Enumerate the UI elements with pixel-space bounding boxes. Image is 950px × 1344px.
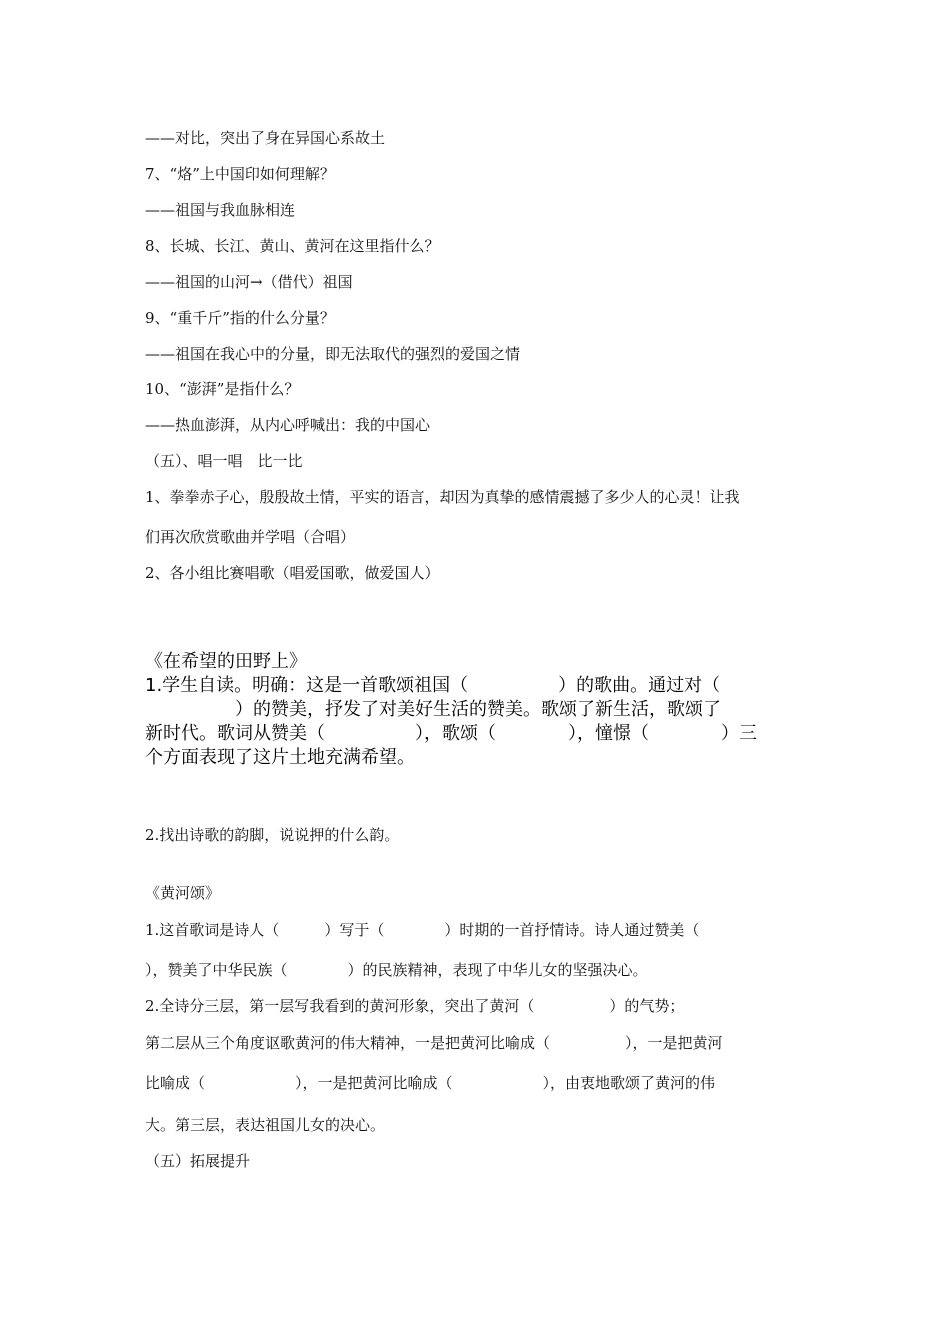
question-9: 9、“重千斤”指的什么分量？ — [145, 309, 335, 327]
yellow-river-title: 《黄河颂》 — [145, 884, 221, 902]
field-section-title: 《在希望的田野上》 — [145, 651, 307, 672]
field-section-line-4: 个方面表现了这片土地充满希望。 — [145, 747, 415, 768]
field-section-line-3: 新时代。歌词从赞美（ ），歌颂（ ），憧憬（ ）三 — [145, 723, 757, 744]
line-1: ——对比，突出了身在异国心系故土 — [145, 129, 386, 147]
yellow-river-line-3: 2.全诗分三层，第一层写我看到的黄河形象，突出了黄河（ ）的气势； — [145, 997, 685, 1015]
answer-9: ——祖国在我心中的分量，即无法取代的强烈的爱国之情 — [145, 345, 521, 363]
question-10: 10、“澎湃”是指什么？ — [145, 380, 300, 398]
question-7: 7、“烙”上中国印如何理解？ — [145, 165, 335, 183]
yellow-river-line-5: 比喻成（ ），一是把黄河比喻成（ ），由衷地歌颂了黄河的伟 — [145, 1074, 716, 1092]
yellow-river-line-4: 第二层从三个角度讴歌黄河的伟大精神，一是把黄河比喻成（ ），一是把黄河 — [145, 1034, 723, 1052]
field-section-line-2: ）的赞美，抒发了对美好生活的赞美。歌颂了新生活，歌颂了 — [145, 699, 721, 720]
section-heading-extension: （五）拓展提升 — [145, 1152, 251, 1170]
answer-8: ——祖国的山河→（借代）祖国 — [145, 273, 353, 291]
section-heading-sing: （五）、唱一唱 比一比 — [145, 452, 303, 470]
item-1-line-1: 1、拳拳赤子心，殷殷故土情，平实的语言，却因为真挚的感情震撼了多少人的心灵！让我 — [145, 488, 740, 506]
item-2: 2、各小组比赛唱歌（唱爱国歌，做爱国人） — [145, 564, 440, 582]
rhyme-question: 2.找出诗歌的韵脚，说说押的什么韵。 — [145, 826, 400, 844]
yellow-river-line-1: 1.这首歌词是诗人（ ）写于（ ）时期的一首抒情诗。诗人通过赞美（ — [145, 921, 700, 939]
field-section-line-1: 1.学生自读。明确：这是一首歌颂祖国（ ）的歌曲。通过对（ — [145, 675, 721, 696]
answer-7: ——祖国与我血脉相连 — [145, 201, 296, 219]
question-8: 8、长城、长江、黄山、黄河在这里指什么？ — [145, 237, 440, 255]
answer-10: ——热血澎湃，从内心呼喊出：我的中国心 — [145, 416, 431, 434]
yellow-river-line-6: 大。第三层，表达祖国儿女的决心。 — [145, 1116, 386, 1134]
item-1-line-2: 们再次欣赏歌曲并学唱（合唱） — [145, 528, 356, 546]
yellow-river-line-2: ），赞美了中华民族（ ）的民族精神，表现了中华儿女的坚强决心。 — [145, 961, 648, 979]
